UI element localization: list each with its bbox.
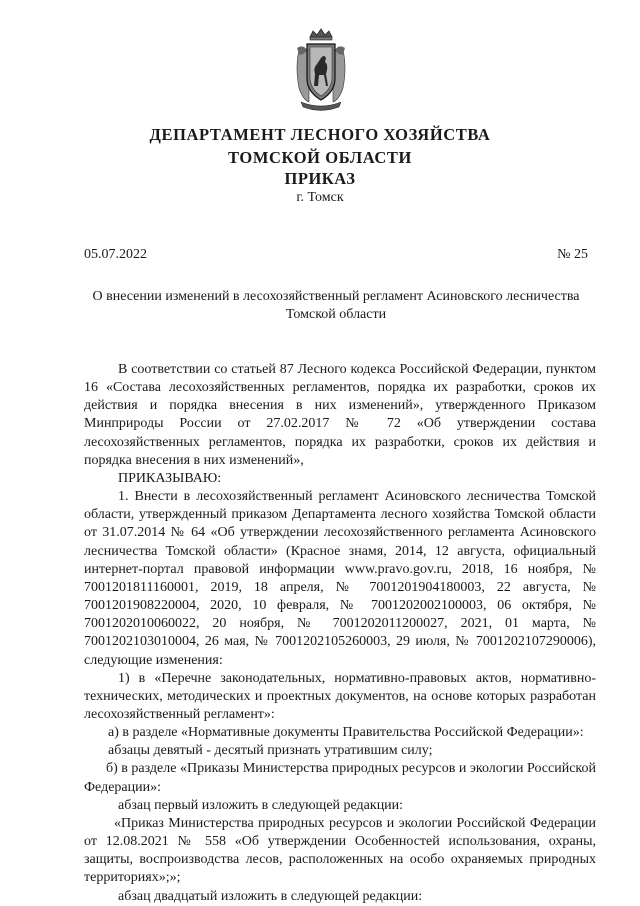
first-paragraph-instruction: абзац первый изложить в следующей редакции: <box>118 797 404 813</box>
department-name-line2: ТОМСКОЙ ОБЛАСТИ <box>228 148 412 167</box>
new-wording-paragraph: «Приказ Министерства природных ресурсов и экологии Российской Федерации от 12.08.2021 № 558 «Об утверждении Особенностей использования, охраны, защиты, воспроизводства лесов, расположенных на особо охраняемых природных территориях»;»; <box>84 815 596 886</box>
order-date: 05.07.2022 <box>84 247 147 262</box>
subitem-b-paragraph: б) в разделе «Приказы Министерства природных ресурсов и экологии Российской Федерации»: <box>84 761 596 795</box>
department-name-line1: ДЕПАРТАМЕНТ ЛЕСНОГО ХОЗЯЙСТВА <box>149 125 491 144</box>
item-1-paragraph: 1. Внести в лесохозяйственный регламент Асиновского лесничества Томской области, утвержденный приказом Департамента лесного хозяйства Томской области от 31.07.2014 № 64 «Об утверждении лесохозяйственного регламента Асиновского лесничества Томской области» (Красное знамя, 2014, 12 августа, официальный интернет-портал правовой информации www.pravo.gov.ru, 2018, 16 ноября, № 7001201811160001, 2019, 18 апреля, № 7001201904180003, 22 августа, № 7001201908220004, 2020, 10 февраля, № 7001202002100003, 06 октября, № 7001202010060022, 20 ноября, № 7001202011200027, 2021, 01 марта, № 7001202103010004, 26 мая, № 7001202105260003, 29 июля, № 7001202107290006), следующие изменения: <box>84 489 596 668</box>
coat-of-arms-emblem <box>293 28 349 112</box>
order-subject-line2: Томской области <box>285 307 387 322</box>
order-directive: ПРИКАЗЫВАЮ: <box>118 470 222 486</box>
city-label: г. Томск <box>296 190 344 205</box>
order-body <box>84 361 596 906</box>
order-subject <box>84 288 588 324</box>
order-number: № 25 <box>557 247 588 262</box>
subitem-1-paragraph: 1) в «Перечне законодательных, нормативно-правовых актов, нормативно-технических, методических и проектных документов, на основе которых разработан лесохозяйственный регламент»: <box>84 670 596 722</box>
document-type-title: ПРИКАЗ <box>284 169 356 188</box>
subitem-a-paragraph: а) в разделе «Нормативные документы Правительства Российской Федерации»: <box>108 725 584 741</box>
subitem-a-text: абзацы девятый - десятый признать утратившим силу; <box>108 743 433 759</box>
order-subject-line1: О внесении изменений в лесохозяйственный регламент Асиновского лесничества <box>92 289 580 304</box>
twentieth-paragraph-instruction: абзац двадцатый изложить в следующей редакции: <box>118 888 423 904</box>
preamble-paragraph: В соответствии со статьей 87 Лесного кодекса Российской Федерации, пунктом 16 «Состава лесохозяйственных регламентов, порядка их разработки, сроков их действия и порядка внесения в них изменений», утвержденного Приказом Минприроды России от 27.02.2017 № 72 «Об утверждении состава лесохозяйственных регламентов, порядка их разработки, сроков их действия и порядка внесения в них изменений», <box>84 362 596 468</box>
